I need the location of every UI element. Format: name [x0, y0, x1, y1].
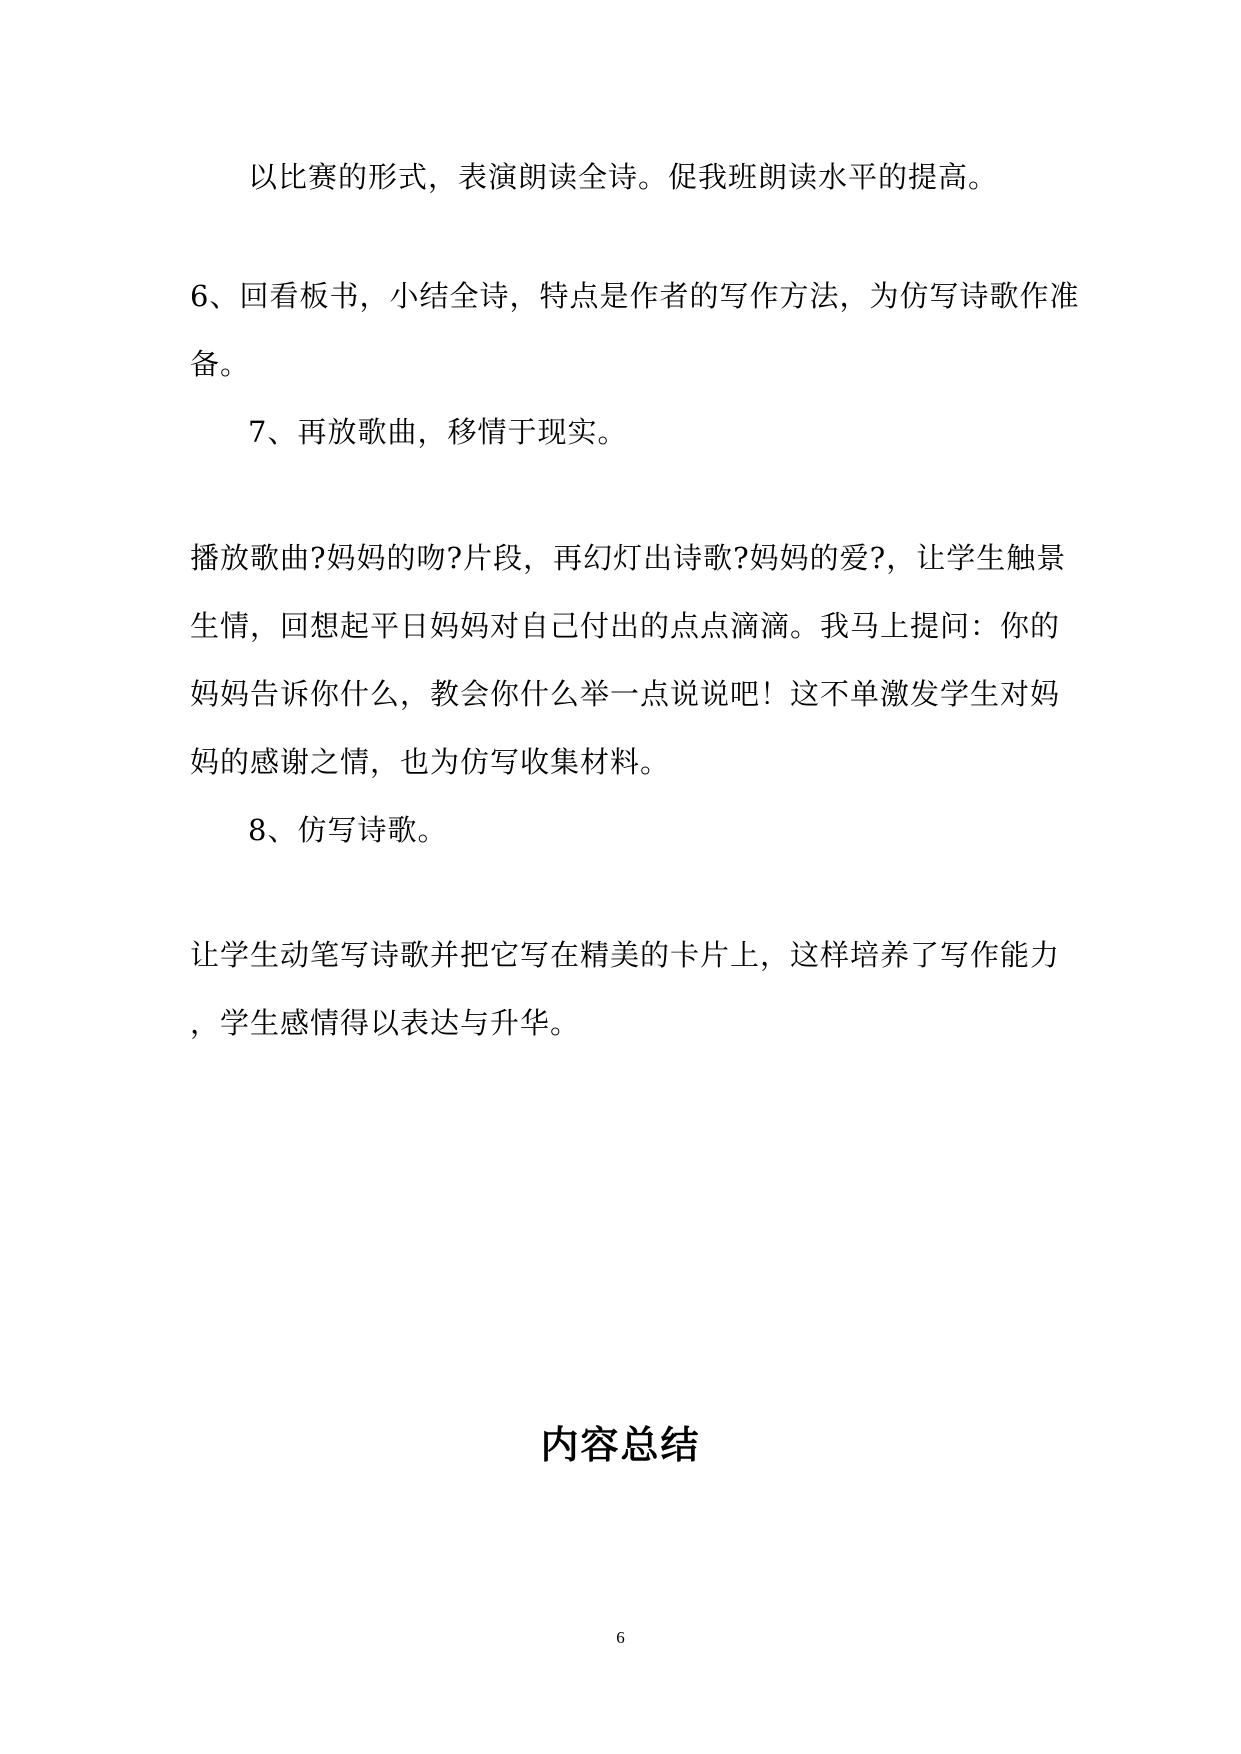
paragraph-line: 6、回看板书，小结全诗，特点是作者的写作方法，为仿写诗歌作准 — [190, 279, 1080, 313]
paragraph-line: 妈妈告诉你什么，教会你什么举一点说说吧！这不单激发学生对妈 — [190, 677, 1061, 711]
paragraph-line: ，学生感情得以表达与升华。 — [190, 1006, 581, 1040]
paragraph-line: 让学生动笔写诗歌并把它写在精美的卡片上，这样培养了写作能力 — [190, 938, 1061, 972]
paragraph-line: 以比赛的形式，表演朗读全诗。促我班朗读水平的提高。 — [248, 160, 999, 194]
paragraph-line: 妈的感谢之情，也为仿写收集材料。 — [190, 745, 671, 779]
summary-heading: 内容总结 — [540, 1423, 701, 1467]
paragraph-line: 8、仿写诗歌。 — [248, 813, 448, 847]
paragraph-line: 7、再放歌曲，移情于现实。 — [248, 415, 628, 449]
paragraph-line: 生情，回想起平日妈妈对自己付出的点点滴滴。我马上提问：你的 — [190, 609, 1061, 643]
page-number: 6 — [616, 1628, 625, 1647]
paragraph-line: 播放歌曲?妈妈的吻?片段，再幻灯出诗歌?妈妈的爱?，让学生触景 — [190, 541, 1067, 575]
paragraph-line: 备。 — [190, 347, 251, 381]
